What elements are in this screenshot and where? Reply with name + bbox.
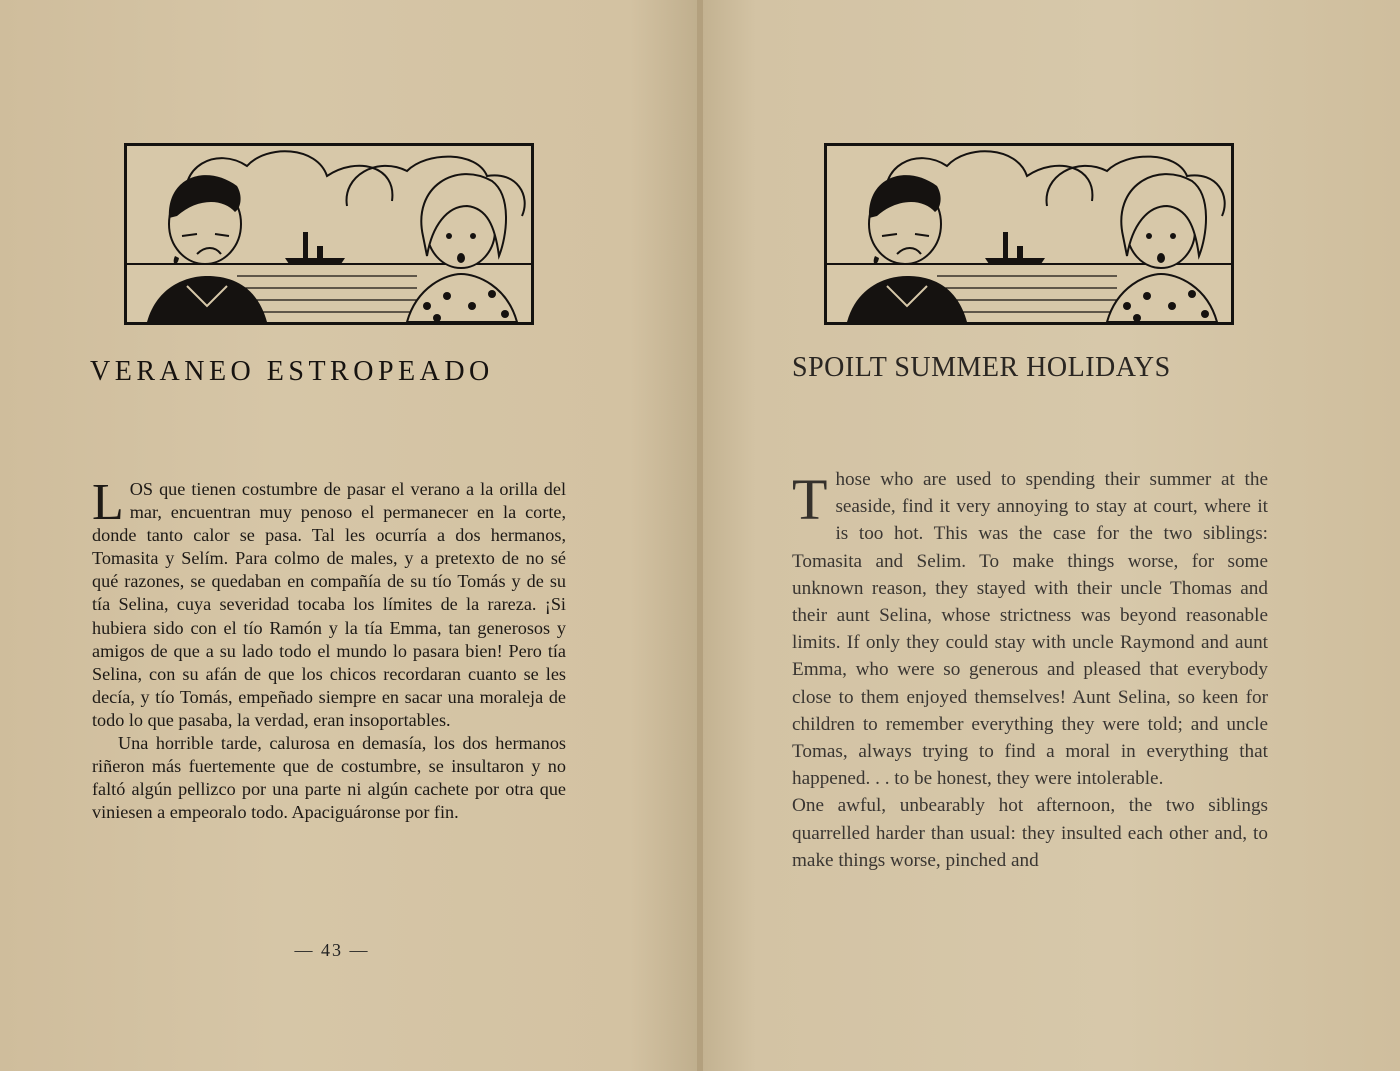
body-text-english: [792, 466, 1268, 874]
illustration-drawing: [127, 146, 531, 322]
illustration-children-seaside: [124, 143, 534, 325]
page-number: — 43 —: [294, 940, 370, 960]
page-title-spanish: VERANEO ESTROPEADO: [90, 356, 494, 387]
paragraph-2: Una horrible tarde, calurosa en demasía, los dos hermanos riñeron más fuertemente que de costumbre, se insultaron y no faltó algún pellizco por una parte ni algún cachete por otra que viniesen a empeoralo todo. Apaciguáronse por fin.: [92, 733, 566, 823]
drop-cap: T: [792, 467, 828, 532]
book-gutter: [697, 0, 703, 1071]
right-page: [700, 0, 1400, 1071]
paragraph-1-text: hose who are used to spending their summer at the seaside, find it very annoying to stay at court, where it is too hot. This was the case for the two siblings: Tomasita and Selim. To make things worse, for some unknown reason, they stayed with their uncle Thomas and their aunt Selina, whose strictness was beyond reasonable limits. If only they could stay with uncle Raymond and aunt Emma, who were so generous and pleased that everybody close to them enjoyed themselves! Aunt Selina, so keen for children to remember everything they were told; and uncle Tomas, always trying to find a moral in everything that happened. . . to be honest, they were intolerable.: [792, 469, 1268, 790]
body-text-spanish: [92, 474, 566, 824]
paragraph-2: One awful, unbearably hot afternoon, the two siblings quarrelled harder than usual: they insulted each other and, to make things worse, pinched and: [792, 795, 1268, 871]
illustration-drawing: [827, 146, 1231, 322]
illustration-children-seaside: [824, 143, 1234, 325]
paragraph-1-text: OS que tienen costumbre de pasar el verano a la orilla del mar, encuentran muy penoso el permanecer en la corte, donde tanto calor se pasa. Tal les ocurría a dos hermanos, Tomasita y Selím. Para colmo de males, y a pretexto de no sé qué razones, se quedaban en compañía de su tío Tomás y de su tía Selina, cuya severidad tocaba los límites de la rareza. ¡Si hubiera sido con el tío Ramón y la tía Emma, tan generosos y amigos de que a su lado todo el mundo lo pasara bien! Pero tía Selina, con su afán de que los chicos recordaran cuanto se les decía, y tío Tomás, empeñado siempre en sacar una moraleja de todo lo que pasaba, la verdad, eran insoportables.: [92, 479, 566, 730]
paragraph-1: [92, 474, 566, 732]
drop-cap: L: [92, 474, 124, 531]
paragraph-1: [792, 466, 1268, 792]
page-title-english: SPOILT SUMMER HOLIDAYS: [792, 352, 1171, 383]
